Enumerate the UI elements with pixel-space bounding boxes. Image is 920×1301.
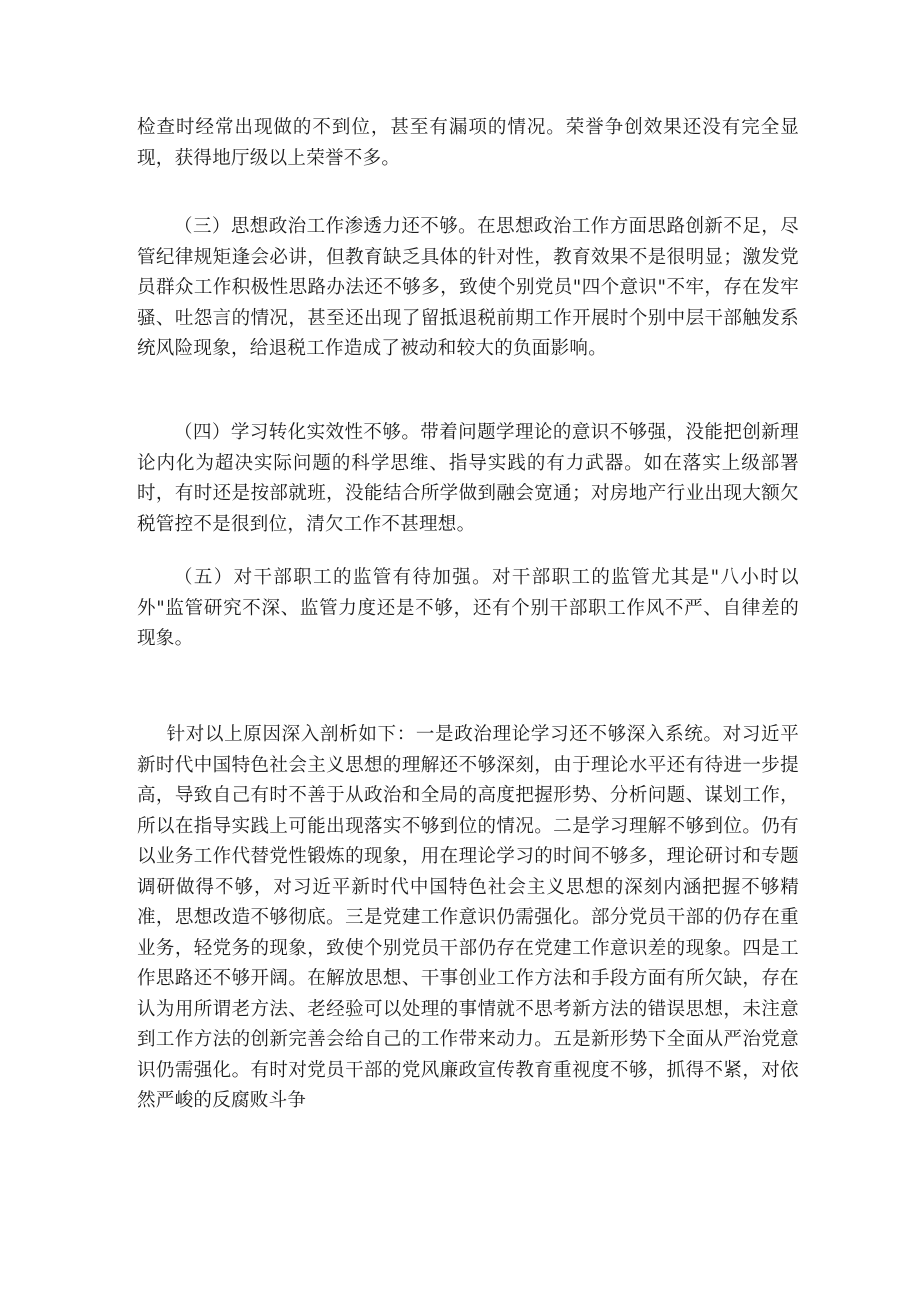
paragraph-section-4: （四）学习转化实效性不够。带着问题学理论的意识不够强，没能把创新理论内化为超决实际问题的科学思维、指导实践的有力武器。如在落实上级部署时，有时还是按部就班，没能结合所学做到融会宽通；对房地产行业出现大额欠税管控不是很到位，清欠工作不甚理想。 bbox=[137, 422, 799, 535]
paragraph-analysis: 针对以上原因深入剖析如下：一是政治理论学习还不够深入系统。对习近平新时代中国特色社会主义思想的理解还不够深刻，由于理论水平还有待进一步提高，导致自己有时不善于从政治和全局的高度把握形势、分析问题、谋划工作，所以在指导实践上可能出现落实不够到位的情况。二是学习理解不够到位。仍有以业务工作代替党性锻炼的现象，用在理论学习的时间不够多，理论研讨和专题调研做得不够，对习近平新时代中国特色社会主义思想的深刻内涵把握不够精准，思想改造不够彻底。三是党建工作意识仍需强化。部分党员干部的仍存在重业务，轻党务的现象，致使个别党员干部仍存在党建工作意识差的现象。四是工作思路还不够开阔。在解放思想、干事创业工作方法和手段方面有所欠缺，存在认为用所谓老方法、老经验可以处理的事情就不思考新方法的错误思想，未注意到工作方法的创新完善会给自己的工作带来动力。五是新形势下全面从严治党意识仍需强化。有时对党员干部的党风廉政宣传教育重视度不够，抓得不紧，对依然严峻的反腐败斗争 bbox=[137, 724, 799, 1111]
paragraph-continuation: 检查时经常出现做的不到位，甚至有漏项的情况。荣誉争创效果还没有完全显现，获得地厅级以上荣誉不多。 bbox=[137, 117, 799, 169]
paragraph-section-3: （三）思想政治工作渗透力还不够。在思想政治工作方面思路创新不足，尽管纪律规矩逢会必讲，但教育缺乏具体的针对性，教育效果不是很明显；激发党员群众工作积极性思路办法还不够多，致使个别党员"四个意识"不牢，存在发牢骚、吐怨言的情况，甚至还出现了留抵退税前期工作开展时个别中层干部触发系统风险现象，给退税工作造成了被动和较大的负面影响。 bbox=[137, 216, 799, 359]
paragraph-section-5: （五）对干部职工的监管有待加强。对干部职工的监管尤其是"八小时以外"监管研究不深、监管力度还是不够，还有个别干部职工作风不严、自律差的现象。 bbox=[137, 567, 799, 649]
